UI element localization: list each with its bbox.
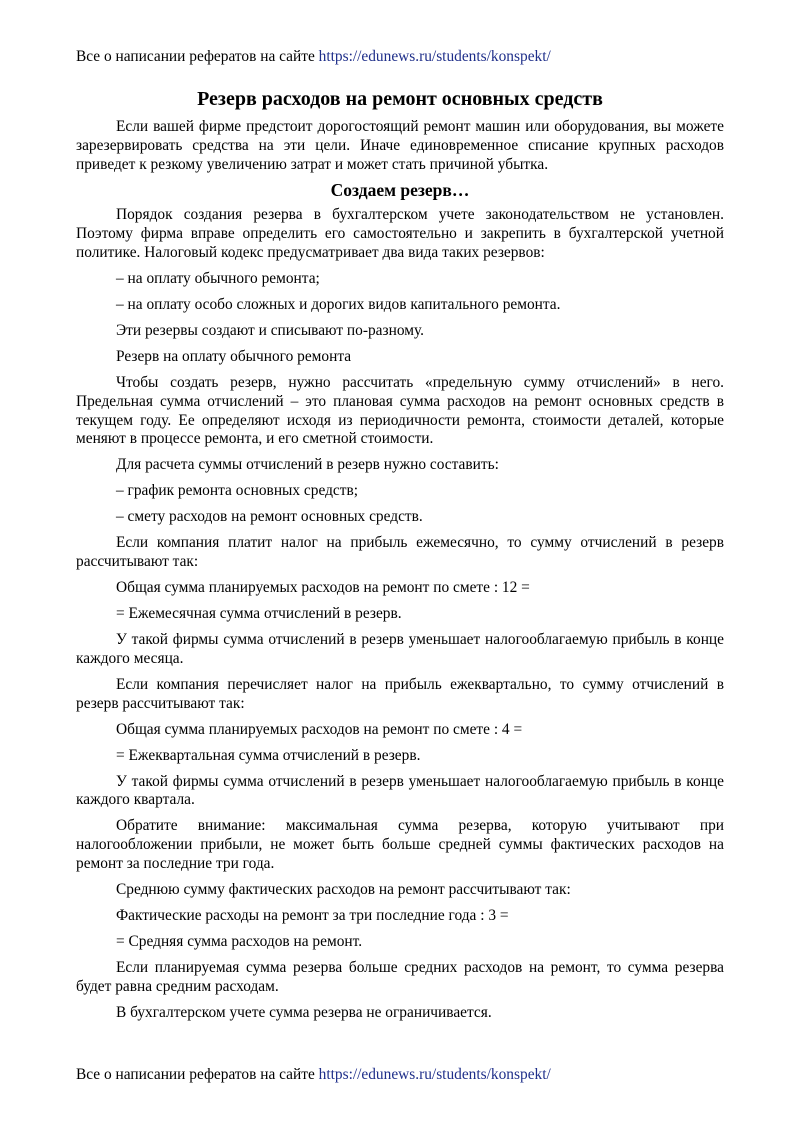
document-title: Резерв расходов на ремонт основных средств — [197, 88, 603, 110]
list-item: – смету расходов на ремонт основных средств. — [116, 508, 423, 526]
document-body — [76, 86, 724, 1022]
paragraph: У такой фирмы сумма отчислений в резерв уменьшает налогооблагаемую прибыль в конце каждого квартала. — [76, 772, 724, 809]
paragraph: Порядок создания резерва в бухгалтерском учете законодательством не установлен. Поэтому фирма вправе определить его самостоятельно и закрепить в бухгалтерской учетной политике. Налоговый кодекс предусматривает два вида таких резервов: — [76, 206, 724, 261]
formula-line: Общая сумма планируемых расходов на ремонт по смете : 12 = — [116, 579, 530, 597]
header-link[interactable]: https://edunews.ru/students/konspekt/ — [318, 48, 551, 65]
paragraph: Для расчета суммы отчислений в резерв нужно составить: — [116, 456, 499, 474]
paragraph: Чтобы создать резерв, нужно рассчитать «предельную сумму отчислений» в него. Предельная сумма отчислений – это плановая сумма расходов на ремонт основных средств в текущем году. Ее определяют исходя из периодичности ремонта, стоимости деталей, которые меняют в процессе ремонта, и его сметной стоимости. — [76, 373, 724, 448]
paragraph: Если компания платит налог на прибыль ежемесячно, то сумму отчислений в резерв рассчитывают так: — [76, 534, 724, 571]
paragraph: Среднюю сумму фактических расходов на ремонт рассчитывают так: — [116, 880, 571, 898]
footer-link[interactable]: https://edunews.ru/students/konspekt/ — [318, 1066, 551, 1083]
formula-line: = Средняя сумма расходов на ремонт. — [116, 932, 363, 950]
intro-paragraph: Если вашей фирме предстоит дорогостоящий ремонт машин или оборудования, вы можете зарезервировать средства на эти цели. Иначе единовременное списание крупных расходов приведет к резкому увеличению затрат и может стать причиной убытка. — [76, 118, 724, 173]
footer-text: Все о написании рефератов на сайте — [76, 1066, 319, 1083]
header-text: Все о написании рефератов на сайте — [76, 48, 319, 65]
list-item: – график ремонта основных средств; — [116, 482, 359, 500]
section-heading: Создаем резерв… — [330, 180, 470, 201]
formula-line: = Ежемесячная сумма отчислений в резерв. — [116, 605, 402, 622]
page-footer — [76, 1066, 551, 1084]
paragraph: Резерв на оплату обычного ремонта — [116, 347, 352, 365]
paragraph: В бухгалтерском учете сумма резерва не ограничивается. — [116, 1003, 492, 1021]
list-item: – на оплату особо сложных и дорогих видов капитального ремонта. — [116, 295, 561, 313]
paragraph: У такой фирмы сумма отчислений в резерв уменьшает налогооблагаемую прибыль в конце каждого месяца. — [76, 630, 724, 667]
page-header — [76, 48, 551, 66]
list-item: – на оплату обычного ремонта; — [116, 269, 320, 287]
formula-line: Фактические расходы на ремонт за три последние года : 3 = — [116, 906, 509, 924]
formula-line: Общая сумма планируемых расходов на ремонт по смете : 4 = — [116, 720, 523, 738]
paragraph: Если планируемая сумма резерва больше средних расходов на ремонт, то сумма резерва будет равна средним расходам. — [76, 958, 724, 995]
paragraph: Эти резервы создают и списывают по-разному. — [116, 321, 424, 339]
paragraph: Обратите внимание: максимальная сумма резерва, которую учитывают при налогообложении прибыли, не может быть больше средней суммы фактических расходов на ремонт за последние три года. — [76, 817, 724, 872]
formula-line: = Ежеквартальная сумма отчислений в резерв. — [116, 746, 421, 764]
paragraph: Если компания перечисляет налог на прибыль ежеквартально, то сумму отчислений в резерв рассчитывают так: — [76, 675, 724, 712]
